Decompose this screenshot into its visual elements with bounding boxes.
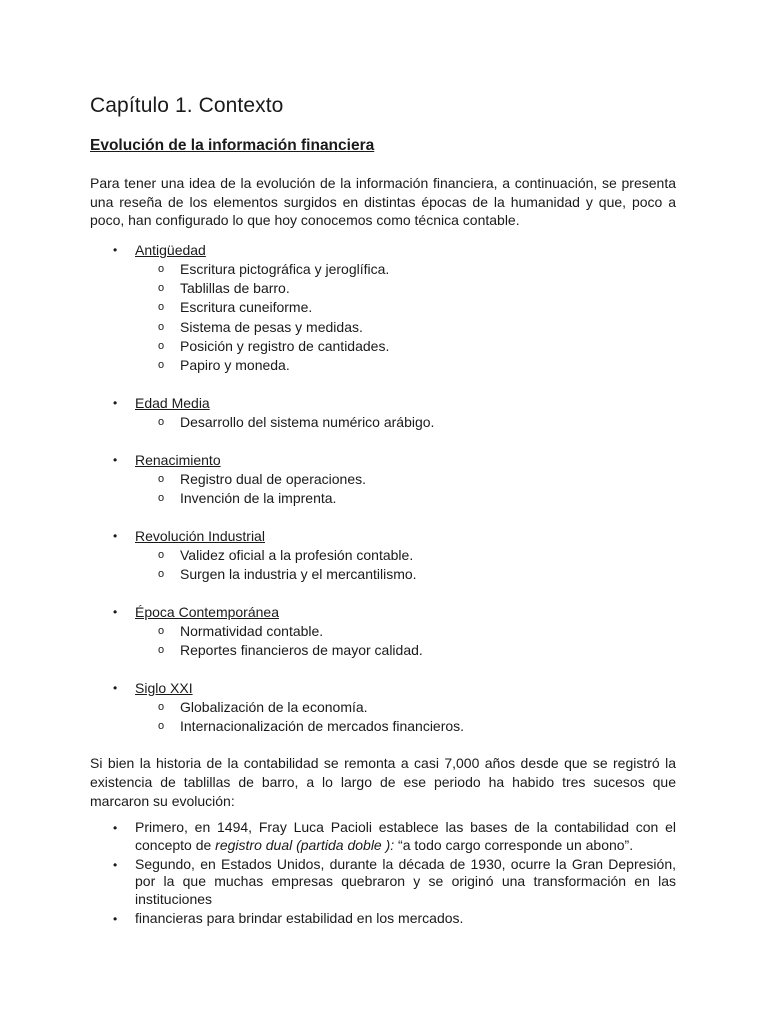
circle-bullet-icon: o xyxy=(158,491,165,504)
era-item xyxy=(90,451,676,508)
events-list xyxy=(90,819,676,927)
era-sub-item xyxy=(135,489,676,508)
circle-bullet-icon: o xyxy=(158,719,165,732)
era-sub-list xyxy=(135,698,676,737)
circle-bullet-icon: o xyxy=(158,624,165,637)
era-sub-item xyxy=(135,622,676,641)
era-sub-item-text: Globalización de la economía. xyxy=(180,698,368,715)
era-sub-item-text: Escritura cuneiforme. xyxy=(180,299,313,316)
era-item xyxy=(90,527,676,584)
era-name: Edad Media xyxy=(135,395,210,412)
circle-bullet-icon: o xyxy=(158,340,165,352)
circle-bullet-icon: o xyxy=(158,415,165,428)
bullet-icon: • xyxy=(113,243,118,258)
eras-list xyxy=(90,241,676,736)
event-first-text: Primero, en 1494, Fray Luca Pacioli establece las bases de la contabilidad con el concepto de xyxy=(135,819,676,854)
bullet-icon: • xyxy=(113,528,118,543)
bullet-icon: • xyxy=(113,857,118,872)
era-sub-item-text: Tablillas de barro. xyxy=(180,280,290,297)
era-item xyxy=(90,679,676,736)
event-item-third xyxy=(90,910,676,928)
event-third-text: financieras para brindar estabilidad en los mercados. xyxy=(135,909,464,926)
event-first-quote: “a todo cargo corresponde un abono”. xyxy=(394,837,634,854)
bullet-icon: • xyxy=(113,821,118,836)
era-sub-item-text: Posición y registro de cantidades. xyxy=(180,338,390,354)
era-sub-item-text: Registro dual de operaciones. xyxy=(180,470,367,487)
era-sub-item xyxy=(135,279,676,298)
era-sub-list xyxy=(135,470,676,509)
circle-bullet-icon: o xyxy=(158,359,165,372)
era-sub-item xyxy=(135,413,676,432)
era-sub-item-text: Internacionalización de mercados financieros. xyxy=(180,717,465,734)
era-sub-list xyxy=(135,260,676,376)
era-name: Revolución Industrial xyxy=(135,527,265,544)
circle-bullet-icon: o xyxy=(158,548,165,561)
era-item xyxy=(90,394,676,432)
circle-bullet-icon: o xyxy=(158,320,165,333)
era-sub-item xyxy=(135,356,676,375)
event-item-first xyxy=(90,819,676,854)
era-sub-item-text: Surgen la industria y el mercantilismo. xyxy=(180,565,417,582)
circle-bullet-icon: o xyxy=(158,643,165,656)
era-sub-item xyxy=(135,260,676,279)
bullet-icon: • xyxy=(113,911,118,926)
era-item xyxy=(90,241,676,375)
era-sub-item-text: Desarrollo del sistema numérico arábigo. xyxy=(180,413,435,430)
circle-bullet-icon: o xyxy=(158,472,165,485)
bullet-icon: • xyxy=(113,452,118,467)
circle-bullet-icon: o xyxy=(158,700,165,713)
event-first-italic: registro dual (partida doble ): xyxy=(215,837,395,854)
era-sub-item-text: Papiro y moneda. xyxy=(180,357,290,374)
era-sub-item-text: Invención de la imprenta. xyxy=(180,489,337,506)
era-sub-item-text: Validez oficial a la profesión contable. xyxy=(180,546,414,563)
era-item xyxy=(90,603,676,660)
era-sub-item-text: Escritura pictográfica y jeroglífica. xyxy=(180,260,390,277)
circle-bullet-icon: o xyxy=(158,282,165,295)
era-sub-item-text: Sistema de pesas y medidas. xyxy=(180,318,363,335)
era-sub-item xyxy=(135,470,676,489)
era-sub-item xyxy=(135,698,676,717)
event-second-text: Segundo, en Estados Unidos, durante la década de 1930, ocurre la Gran Depresión, por la que muchas empresas quebraron y se originó una transformación en las instituciones xyxy=(135,855,676,908)
document-page xyxy=(90,92,676,928)
era-sub-list xyxy=(135,622,676,661)
section-title: Evolución de la información financiera xyxy=(90,137,375,154)
era-name: Siglo XXI xyxy=(135,679,193,696)
bullet-icon: • xyxy=(113,680,118,695)
era-sub-item xyxy=(135,298,676,317)
bullet-icon: • xyxy=(113,396,118,411)
era-sub-list xyxy=(135,546,676,585)
history-paragraph: Si bien la historia de la contabilidad se remonta a casi 7,000 años desde que se registró la existencia de tablillas de barro, a lo largo de ese periodo ha habido tres sucesos que marcaron su evolución: xyxy=(90,755,676,809)
bullet-icon: • xyxy=(113,604,118,619)
circle-bullet-icon: o xyxy=(158,301,165,314)
era-sub-item-text: Reportes financieros de mayor calidad. xyxy=(180,641,423,658)
era-name: Renacimiento xyxy=(135,451,221,468)
era-sub-item xyxy=(135,318,676,337)
circle-bullet-icon: o xyxy=(158,262,165,275)
intro-paragraph: Para tener una idea de la evolución de la información financiera, a continuación, se presenta una reseña de los elementos surgidos en distintas épocas de la humanidad y que, poco a poco, han configurado lo que hoy conocemos como técnica contable. xyxy=(90,175,676,229)
era-sub-item-text: Normatividad contable. xyxy=(180,622,324,639)
era-name: Antigüedad xyxy=(135,242,206,259)
circle-bullet-icon: o xyxy=(158,567,165,580)
era-sub-item xyxy=(135,546,676,565)
era-name: Época Contemporánea xyxy=(135,603,279,620)
era-sub-item xyxy=(135,565,676,584)
era-sub-item xyxy=(135,717,676,736)
era-sub-item xyxy=(135,641,676,660)
event-item-second xyxy=(90,856,676,909)
chapter-title: Capítulo 1. Contexto xyxy=(90,94,284,117)
era-sub-item xyxy=(135,337,676,356)
era-sub-list xyxy=(135,413,676,432)
